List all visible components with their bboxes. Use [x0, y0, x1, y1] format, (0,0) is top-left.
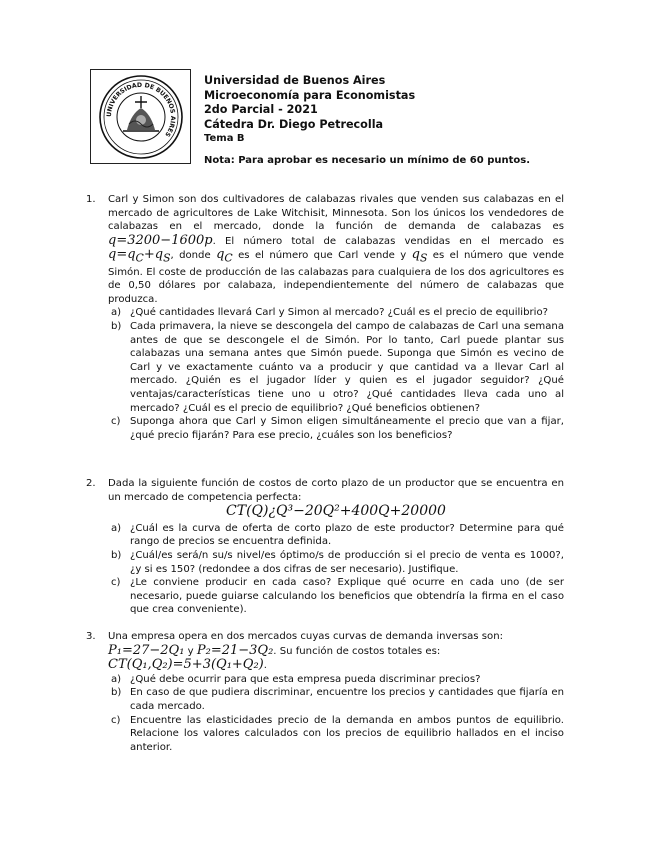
demand-equation: q=3200−1600p [108, 232, 213, 248]
svg-text:UNIVERSIDAD DE BUENOS AIRES: UNIVERSIDAD DE BUENOS AIRES [105, 81, 176, 138]
question-2-statement: Dada la siguiente función de costos de corto plazo de un productor que se encuentra en un mercado de competencia perfecta: [108, 478, 564, 503]
cost-function-formula: CT(Q)¿Q³−20Q²+400Q+20000 [226, 503, 446, 520]
question-number: 3. [86, 631, 96, 642]
sub-question: b) En caso de que pudiera discriminar, encuentre los precios y cantidades que fijaría en cada mercado. [111, 687, 564, 712]
sub-question: a) ¿Qué debe ocurrir para que esta empresa pueda discriminar precios? [111, 673, 481, 685]
university-name: Universidad de Buenos Aires [204, 74, 386, 87]
question-3-statement: Una empresa opera en dos mercados cuyas curvas de demanda inversas son: P₁=27−2Q₁ y P₂=21−3Q₂. Su función de costos totales es: CT(Q₁,Q₂)=5+3(Q₁+Q₂). [108, 631, 504, 673]
exam-theme: Tema B [204, 133, 245, 145]
question-3 [86, 630, 564, 754]
simon-quantity-symbol: $q_S$ [411, 247, 428, 265]
sub-question: c) Suponga ahora que Carl y Simon eligen simultáneamente el precio que van a fijar, ¿qué precio fijarán? Para ese precio, ¿cuáles son los beneficios? [111, 416, 564, 441]
sub-question: b) Cada primavera, la nieve se descongela del campo de calabazas de Carl una semana antes de que se descongele el de Simón. Por lo tanto, Carl puede plantar sus calabazas una semana antes que Simón puede. Suponga que Simón es vecino de Carl y ve exactamente cuánto va a producir y que cantidad va a llevar Carl al mercado. ¿Quién es el jugador líder y quien es el jugador seguidor? ¿Qué ventajas/características tiene uno u otro? ¿Qué cantidades lleva cada uno al mercado? ¿Cuál es el precio de equilibrio? ¿Qué beneficios obtienen? [111, 320, 564, 414]
inverse-demand-1: P₁=27−2Q₁ [108, 642, 185, 658]
exam-header [204, 74, 415, 147]
sub-question: b) ¿Cuál/es será/n su/s nivel/es óptimo/s de producción si el precio de venta es 1000?, ¿y si es 150? (redondee a dos cifras de ser necesario). Justifique. [111, 549, 564, 575]
question-number: 2. [86, 478, 96, 489]
sub-question: c) Encuentre las elasticidades precio de la demanda en ambos puntos de equilibrio. Relacione los valores calculados con los precios de equilibrio hallados en el inciso anterior. [111, 714, 564, 753]
passing-note: Nota: Para aprobar es necesario un mínimo de 60 puntos. [204, 155, 530, 166]
carl-quantity-symbol: $q_C$ [216, 247, 233, 265]
total-quantity-equation: $q=q_C+q_S$ [108, 247, 171, 265]
question-1-statement: Carl y Simon son dos cultivadores de calabazas rivales que venden sus calabazas en el mercado de agricultores de Lake Witchisit, Minnesota. Son los únicos los vendedores de calabazas en el mercado, donde la función de demanda de calabazas es q=3200−1600p. El número total de calabazas vendidas en el mercado es $q=q_C+q_S$, donde $q_C$ es el número que Carl vende y $q_S$ es el número que vende Simón. El coste de producción de las calabazas para cualquiera de los dos agricultores es de 0,50 dólares por calabaza, independientemente del número de calabazas que produzca. [108, 194, 564, 305]
total-cost-function: CT(Q₁,Q₂)=5+3(Q₁+Q₂) [108, 657, 264, 673]
sub-question: c) ¿Le conviene producir en cada caso? Explique qué ocurre en cada uno (de ser necesario, puede guiarse calculando los beneficios que obtendría la firma en el caso que crea conveniente). [111, 577, 564, 616]
exam-name: 2do Parcial - 2021 [204, 103, 318, 117]
course-name: Microeconomía para Economistas [204, 88, 416, 102]
sub-question: a) ¿Cuál es la curva de oferta de corto plazo de este productor? Determine para qué rango de precios se encuentra definida. [111, 522, 564, 548]
university-seal-icon [97, 74, 185, 160]
question-number: 1. [86, 194, 96, 205]
inverse-demand-2: P₂=21−3Q₂ [196, 642, 274, 658]
question-1 [86, 193, 564, 442]
sub-question: a) ¿Qué cantidades llevará Carl y Simon al mercado? ¿Cuál es el precio de equilibrio? [111, 307, 548, 319]
question-2 [86, 477, 564, 617]
chair-name: Cátedra Dr. Diego Petrecolla [204, 117, 384, 131]
university-seal-frame [90, 69, 191, 164]
